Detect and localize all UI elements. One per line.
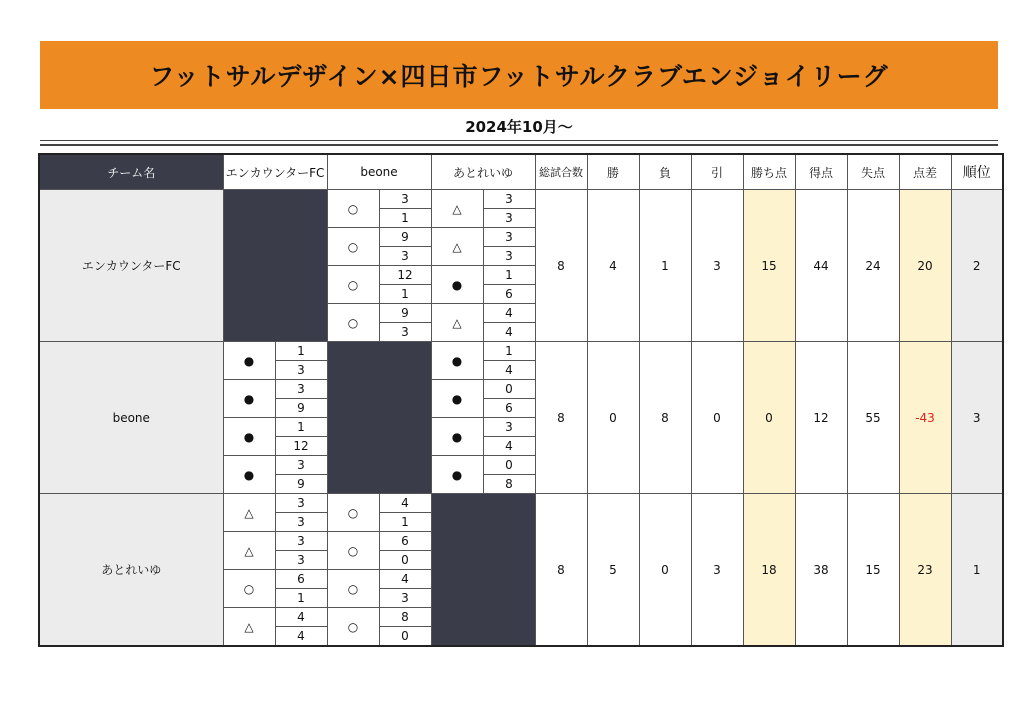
- title-banner: [40, 41, 998, 109]
- result-mark: ●: [223, 342, 275, 380]
- goals-for: 9: [379, 304, 431, 323]
- stat-value: 18: [743, 494, 795, 647]
- stat-value: 8: [535, 342, 587, 494]
- goals-for: 4: [379, 494, 431, 513]
- goals-against: 0: [379, 627, 431, 647]
- stat-value: 20: [899, 190, 951, 342]
- goals-for: 9: [379, 228, 431, 247]
- header-team: チーム名: [39, 154, 223, 190]
- header-stat: 勝ち点: [743, 154, 795, 190]
- team-rank: 2: [951, 190, 1003, 342]
- result-mark: ○: [327, 608, 379, 647]
- team-name: あとれいゆ: [39, 494, 223, 647]
- result-mark: ○: [327, 190, 379, 228]
- goals-against: 3: [275, 513, 327, 532]
- result-mark: ○: [223, 570, 275, 608]
- result-mark: ●: [431, 418, 483, 456]
- goals-for: 1: [275, 418, 327, 437]
- goals-for: 8: [379, 608, 431, 627]
- team-name: beone: [39, 342, 223, 494]
- goals-for: 3: [483, 418, 535, 437]
- stat-value: 12: [795, 342, 847, 494]
- page-title: フットサルデザイン×四日市フットサルクラブエンジョイリーグ: [149, 62, 889, 91]
- result-mark: ●: [223, 456, 275, 494]
- stat-value: 38: [795, 494, 847, 647]
- stat-value: 4: [587, 190, 639, 342]
- goals-against: 4: [483, 437, 535, 456]
- stat-value: 23: [899, 494, 951, 647]
- goals-against: 6: [483, 285, 535, 304]
- goals-against: 3: [275, 551, 327, 570]
- goals-against: 1: [379, 285, 431, 304]
- goals-against: 6: [483, 399, 535, 418]
- stat-value: 15: [847, 494, 899, 647]
- goals-for: 3: [379, 190, 431, 209]
- result-mark: ○: [327, 304, 379, 342]
- header-opponent: エンカウンターFC: [223, 154, 327, 190]
- table-row: [39, 494, 1003, 513]
- stat-value: 0: [587, 342, 639, 494]
- goals-against: 1: [379, 209, 431, 228]
- result-mark: △: [431, 228, 483, 266]
- header-stat: 負: [639, 154, 691, 190]
- goals-for: 12: [379, 266, 431, 285]
- goals-against: 8: [483, 475, 535, 494]
- header-stat: 引: [691, 154, 743, 190]
- self-match-cell: [223, 190, 327, 342]
- goals-for: 4: [483, 304, 535, 323]
- goals-for: 1: [483, 342, 535, 361]
- goals-for: 4: [379, 570, 431, 589]
- goals-against: 3: [483, 247, 535, 266]
- header-opponent: beone: [327, 154, 431, 190]
- result-mark: △: [431, 304, 483, 342]
- goals-against: 1: [275, 589, 327, 608]
- stat-value: -43: [899, 342, 951, 494]
- goals-against: 3: [379, 323, 431, 342]
- goals-against: 4: [483, 323, 535, 342]
- stat-value: 1: [639, 190, 691, 342]
- goals-against: 12: [275, 437, 327, 456]
- stat-value: 5: [587, 494, 639, 647]
- header-stat: 失点: [847, 154, 899, 190]
- league-table: [38, 153, 1004, 647]
- goals-for: 4: [275, 608, 327, 627]
- team-rank: 1: [951, 494, 1003, 647]
- result-mark: ●: [431, 266, 483, 304]
- goals-for: 3: [275, 494, 327, 513]
- result-mark: ○: [327, 494, 379, 532]
- header-stat: 勝: [587, 154, 639, 190]
- table-row: [39, 190, 1003, 209]
- result-mark: △: [431, 190, 483, 228]
- goals-against: 1: [379, 513, 431, 532]
- result-mark: ●: [431, 456, 483, 494]
- goals-for: 3: [275, 456, 327, 475]
- goals-for: 3: [483, 228, 535, 247]
- result-mark: ○: [327, 532, 379, 570]
- self-match-cell: [431, 494, 535, 647]
- result-mark: ○: [327, 266, 379, 304]
- stat-value: 0: [743, 342, 795, 494]
- team-rank: 3: [951, 342, 1003, 494]
- stat-value: 0: [691, 342, 743, 494]
- result-mark: ○: [327, 570, 379, 608]
- header-stat: 得点: [795, 154, 847, 190]
- result-mark: ●: [223, 380, 275, 418]
- goals-for: 6: [275, 570, 327, 589]
- stat-value: 8: [535, 190, 587, 342]
- result-mark: ●: [223, 418, 275, 456]
- goals-against: 3: [483, 209, 535, 228]
- goals-for: 1: [483, 266, 535, 285]
- result-mark: ●: [431, 380, 483, 418]
- stat-value: 0: [639, 494, 691, 647]
- goals-for: 1: [275, 342, 327, 361]
- header-stat: 総試合数: [535, 154, 587, 190]
- header-row: [39, 154, 1003, 190]
- result-mark: △: [223, 532, 275, 570]
- stat-value: 44: [795, 190, 847, 342]
- goals-against: 3: [379, 589, 431, 608]
- goals-for: 3: [483, 190, 535, 209]
- result-mark: △: [223, 494, 275, 532]
- result-mark: △: [223, 608, 275, 647]
- goals-against: 0: [379, 551, 431, 570]
- goals-against: 3: [379, 247, 431, 266]
- stat-value: 8: [639, 342, 691, 494]
- team-name: エンカウンターFC: [39, 190, 223, 342]
- stat-value: 3: [691, 494, 743, 647]
- header-opponent: あとれいゆ: [431, 154, 535, 190]
- goals-for: 3: [275, 532, 327, 551]
- goals-against: 9: [275, 399, 327, 418]
- divider-line: [40, 140, 998, 141]
- stat-value: 8: [535, 494, 587, 647]
- table-row: [39, 342, 1003, 361]
- divider-line-thick: [40, 144, 998, 146]
- result-mark: ●: [431, 342, 483, 380]
- stat-value: 24: [847, 190, 899, 342]
- goals-for: 0: [483, 380, 535, 399]
- period-subtitle: 2024年10月～: [465, 118, 573, 136]
- self-match-cell: [327, 342, 431, 494]
- goals-against: 9: [275, 475, 327, 494]
- goals-for: 6: [379, 532, 431, 551]
- goals-for: 0: [483, 456, 535, 475]
- header-rank: 順位: [951, 154, 1003, 190]
- result-mark: ○: [327, 228, 379, 266]
- stat-value: 55: [847, 342, 899, 494]
- stat-value: 3: [691, 190, 743, 342]
- goals-against: 4: [483, 361, 535, 380]
- goals-against: 4: [275, 627, 327, 647]
- header-stat: 点差: [899, 154, 951, 190]
- goals-against: 3: [275, 361, 327, 380]
- stat-value: 15: [743, 190, 795, 342]
- goals-for: 3: [275, 380, 327, 399]
